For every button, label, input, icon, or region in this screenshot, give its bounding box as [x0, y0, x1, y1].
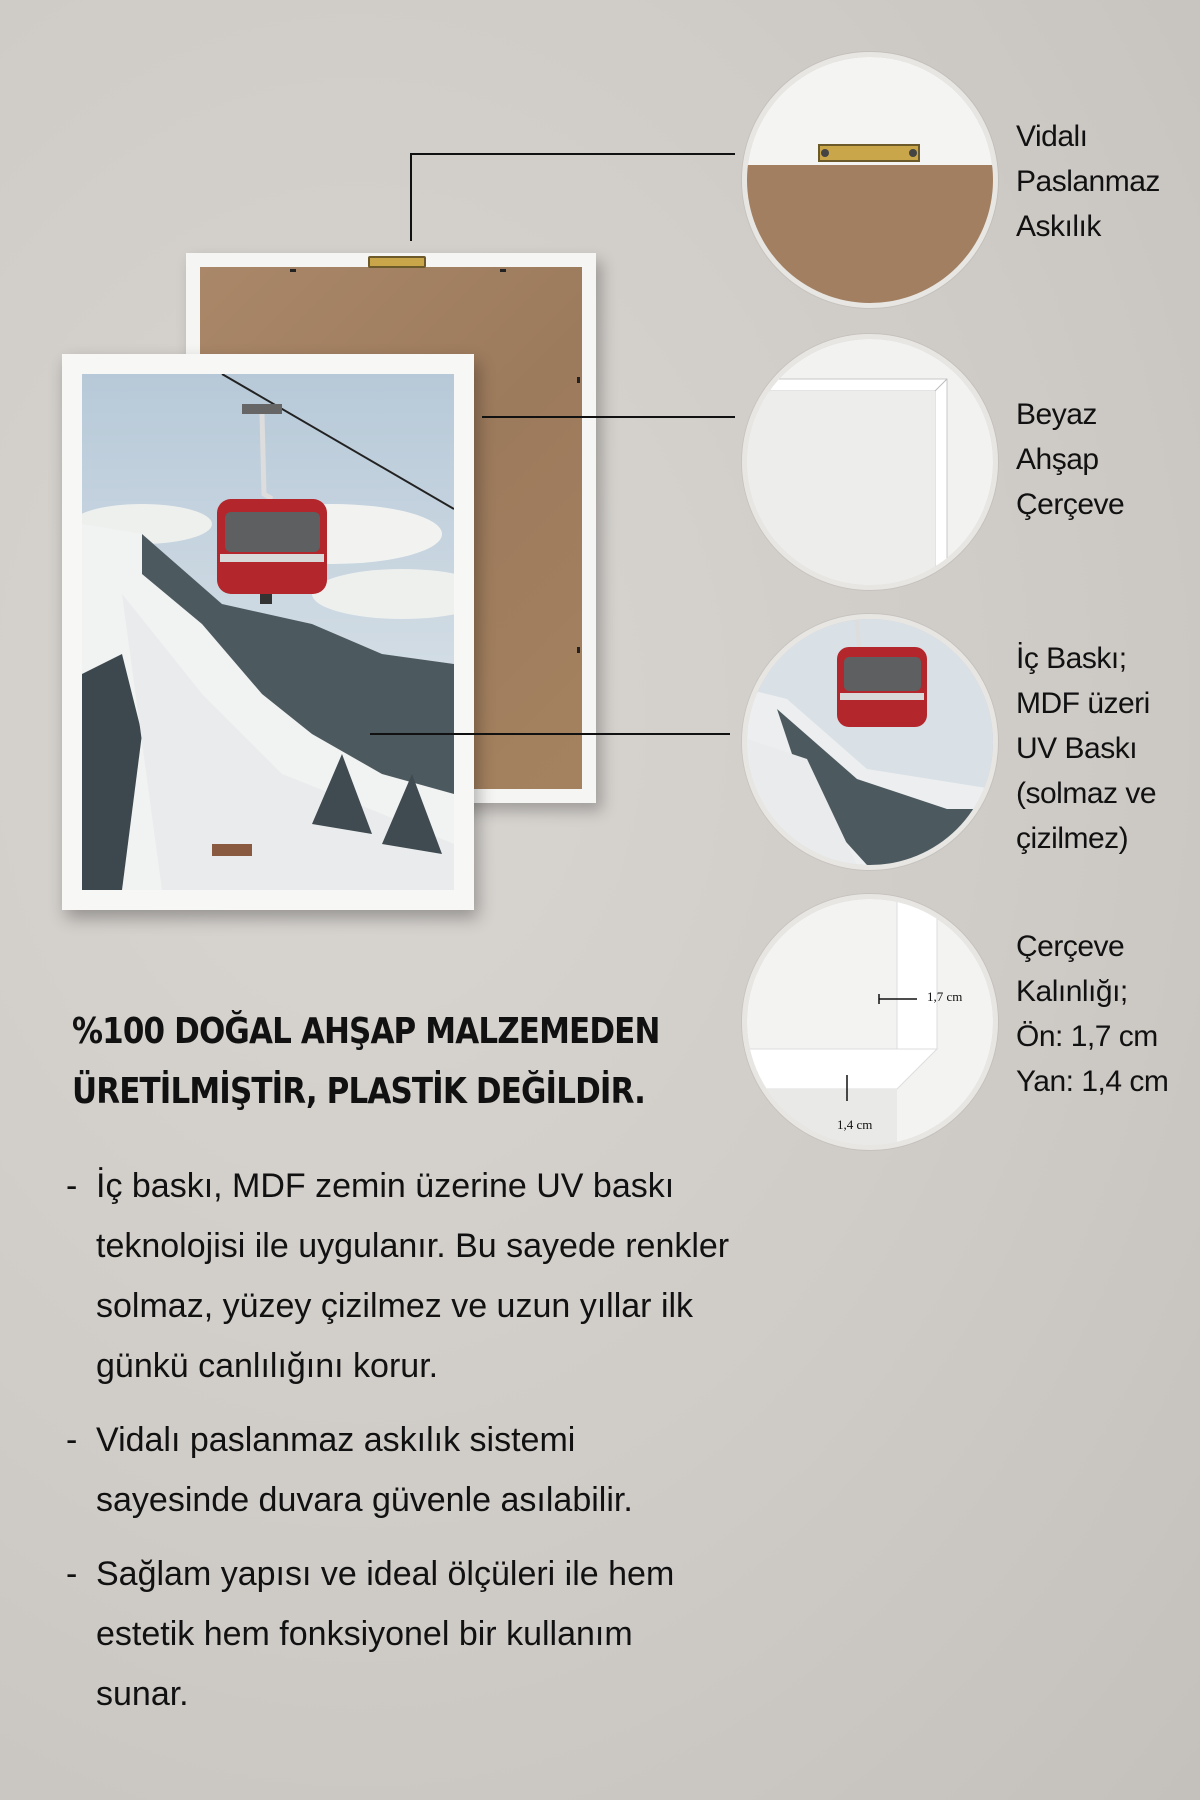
hanger-label: Vidalı Paslanmaz Askılık — [1016, 120, 1160, 243]
leader-line-hanger — [410, 153, 735, 155]
frame-front-view — [62, 354, 474, 910]
headline: %100 DOĞAL AHŞAP MALZEMEDEN ÜRETİLMİŞTİR, PLASTİK DEĞİLDİR. — [72, 1011, 660, 1112]
feature-item: - İç baskı, MDF zemin üzerine UV baskı teknolojisi ile uygulanır. Bu sayede renkler solmaz, yüzey çizilmez ve uzun yıllar ilk günkü canlılığını korur. — [66, 1167, 730, 1385]
feature-item: - Sağlam yapısı ve ideal ölçüleri ile hem estetik hem fonksiyonel bir kullanım sunar. — [66, 1555, 675, 1713]
thickness-detail-circle — [742, 894, 998, 1150]
gondola-print-image — [82, 374, 454, 890]
sawtooth-hanger-icon — [368, 256, 426, 268]
side-thickness-label: 1,4 cm — [837, 1117, 873, 1132]
frame-clip — [500, 269, 506, 272]
frame-clip — [577, 377, 580, 383]
sawtooth-hanger-icon — [819, 145, 919, 161]
print-type-label: İç Baskı; MDF üzeri UV Baskı (solmaz ve çizilmez) — [1016, 642, 1157, 855]
frame-thickness-label: Çerçeve Kalınlığı; Ön: 1,7 cm Yan: 1,4 cm — [1016, 930, 1169, 1098]
front-thickness-label: 1,7 cm — [927, 989, 963, 1004]
hanger-detail-circle — [742, 52, 998, 308]
feature-list — [66, 1156, 786, 1738]
frame-corner-circle — [742, 334, 998, 590]
frame-material-label: Beyaz Ahşap Çerçeve — [1016, 398, 1125, 521]
feature-item: - Vidalı paslanmaz askılık sistemi sayesinde duvara güvenle asılabilir. — [66, 1421, 633, 1519]
print-detail-circle — [742, 614, 998, 870]
frame-clip — [577, 647, 580, 653]
frame-clip — [290, 269, 296, 272]
leader-line-print — [370, 733, 730, 735]
leader-line-hanger-vertical — [410, 153, 412, 241]
leader-line-frame — [482, 416, 735, 418]
